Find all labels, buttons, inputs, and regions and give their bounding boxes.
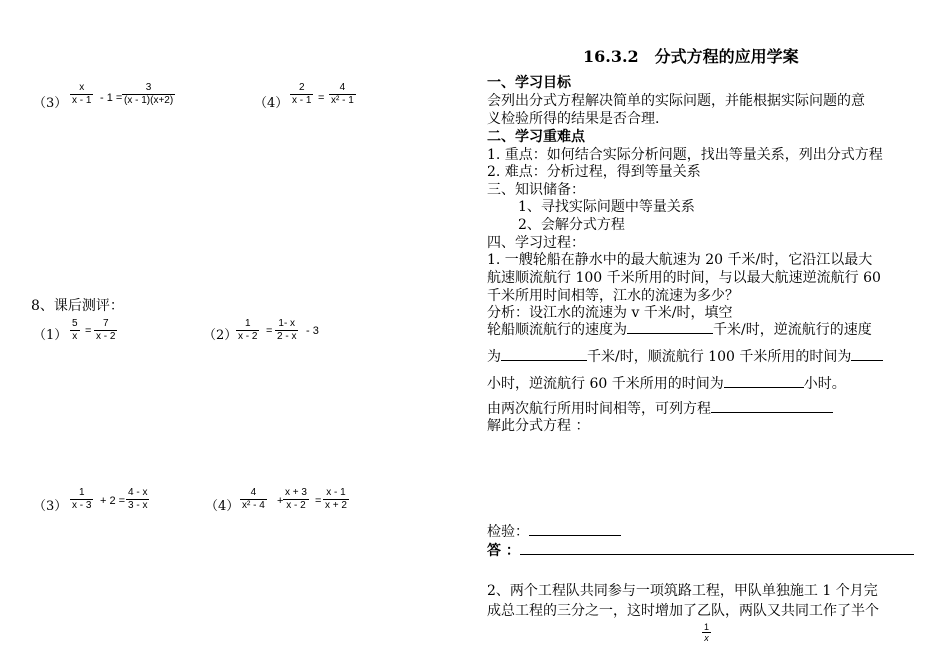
page-title: 16.3.2 分式方程的应用学案 <box>583 47 799 66</box>
quiz-1-rhs-fraction: 7 x - 2 <box>96 318 116 342</box>
blank-downstream-speed[interactable] <box>627 319 713 334</box>
blank-check[interactable] <box>529 521 621 536</box>
difficulty-text: 2. 难点：分析过程，得到等量关系 <box>487 164 701 180</box>
problem-1-line-1: 1. 一艘轮船在静水中的最大航速为 20 千米/时，它沿江以最大 <box>487 252 873 268</box>
quiz-4-b-fraction: x + 3 x - 2 <box>285 487 307 511</box>
blank-downstream-time[interactable] <box>851 346 883 361</box>
fill-line-2: 为 千米/时，顺流航行 100 千米所用的时间为 <box>487 346 883 366</box>
problem-4-operator: = <box>318 92 325 104</box>
goal-line-2: 义检验所得的结果是否合理. <box>487 111 660 127</box>
blank-upstream-speed[interactable] <box>501 346 587 361</box>
quiz-3-lhs-fraction: 1 x - 3 <box>72 487 92 511</box>
problem-4-rhs-fraction: 4 x² - 1 <box>331 82 354 106</box>
fill-line-1: 轮船顺流航行的速度为 千米/时，逆流航行的速度 <box>487 319 872 339</box>
quiz-3-label: （3） <box>33 499 68 514</box>
heading-learning-goals: 一、学习目标 <box>487 75 571 91</box>
problem-1-line-2: 航速顺流航行 100 千米所用的时间，与以最大航速逆流航行 60 <box>487 270 881 286</box>
heading-knowledge-prep: 三、知识储备： <box>487 182 585 198</box>
heading-key-difficult-points: 二、学习重难点 <box>487 129 585 145</box>
key-point-text: 1. 重点：如何结合实际分析问题，找出等量关系，列出分式方程 <box>487 147 883 163</box>
quiz-2-rhs-fraction: 1- x 2 - x <box>277 318 297 342</box>
quiz-4-c-fraction: x - 1 x + 2 <box>325 487 347 511</box>
problem-4-lhs-fraction: 2 x - 1 <box>292 82 312 106</box>
quiz-4-label: （4） <box>205 499 240 514</box>
problem-3-label: （3） <box>33 96 68 111</box>
blank-upstream-time[interactable] <box>724 373 804 388</box>
blank-answer[interactable] <box>520 540 914 555</box>
answer-line: 答 ： <box>487 540 914 560</box>
problem-2-line-1: 2、两个工程队共同参与一项筑路工程，甲队单独施工 1 个月完 <box>487 583 878 599</box>
equation-line: 由两次航行所用时间相等，可列方程 <box>487 398 833 418</box>
goal-line-1: 会列出分式方程解决简单的实际问题，并能根据实际问题的意 <box>487 93 865 109</box>
problem-3-operator: - 1 = <box>100 92 123 104</box>
quiz-3-operator: + 2 = <box>100 495 126 507</box>
heading-learning-process: 四、学习过程： <box>487 235 585 251</box>
quiz-4-equals: = <box>315 495 322 507</box>
fill-line-3: 小时，逆流航行 60 千米所用的时间为 小时。 <box>487 373 846 393</box>
problem-4-label: （4） <box>254 96 289 111</box>
quiz-1-lhs-fraction: 5 x <box>72 318 78 342</box>
problem-3-lhs-fraction: x x - 1 <box>72 82 92 106</box>
quiz-2-tail: - 3 <box>306 325 319 337</box>
prep-item-2: 2、会解分式方程 <box>518 217 625 233</box>
analysis-text: 分析：设江水的流速为 v 千米/时，填空 <box>487 305 733 321</box>
section-8-title: 8、课后测评： <box>31 298 124 314</box>
quiz-3-rhs-fraction: 4 - x 3 - x <box>128 487 148 511</box>
blank-equation[interactable] <box>711 398 833 413</box>
prep-item-1: 1、寻找实际问题中等量关系 <box>518 199 695 215</box>
problem-3-rhs-fraction: 3 (x - 1)(x+2) <box>124 82 174 106</box>
problem-2-line-2: 成总工程的三分之一，这时增加了乙队，两队又共同工作了半个 <box>487 603 879 619</box>
quiz-4-plus: + <box>277 495 284 507</box>
quiz-2-lhs-fraction: 1 x - 2 <box>238 318 258 342</box>
quiz-2-operator: = <box>266 325 273 337</box>
footer-fraction: 1 x <box>704 622 710 643</box>
quiz-2-label: （2） <box>203 328 238 343</box>
quiz-4-a-fraction: 4 x² - 4 <box>242 487 265 511</box>
quiz-1-label: （1） <box>33 328 68 343</box>
problem-1-line-3: 千米所用时间相等，江水的流速为多少？ <box>487 288 739 304</box>
check-line: 检验： <box>487 521 621 541</box>
quiz-1-operator: = <box>85 325 92 337</box>
solve-line: 解此分式方程 ： <box>487 418 590 434</box>
